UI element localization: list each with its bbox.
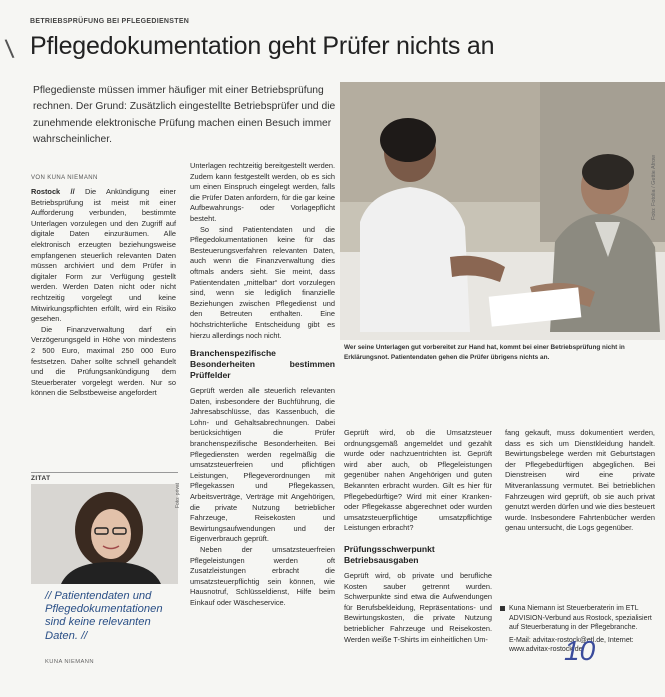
paragraph: Unterlagen rechtzeitig bereitgestellt werden. Zudem kann festgestellt werden, ob es sich um einen Einspruch eingelegt werden, falls die Prüfer Daten anfordern, für die gar keine Aufbewahrungs- oder Vorlagepflicht besteht. bbox=[190, 161, 335, 223]
author-contact: E-Mail: advitax-rostock@etl.de, Internet: www.advitax-rostock.de bbox=[509, 636, 634, 654]
paragraph: Die Finanzverwaltung darf ein Verzögerungsgeld in Höhe von mindestens 2 500 Euro, maximal 250 000 Euro festsetzen. Daher sollte schnell gehandelt und die Prüfungsankündigung dem Steuerberater vorgelegt werden. Nur so können die Selbstbeweise angefordert bbox=[31, 324, 176, 398]
bullet-square bbox=[500, 606, 505, 611]
paragraph: Geprüft werden alle steuerlich relevanten Daten, insbesondere der Buchführung, die Jahresabschlüsse, das Kassenbuch, die Lohn- und Gehaltsabrechnungen. Dabei berücksichtigen die Prüfer branchenspezifische Besonderheiten. Bei Pflegediensten werden regelmäßig die umsatzsteuerfreien und pflichtigen Leistungen, Pflegeverordnungen mit Pflegekassen und Pflegekassen, Arbeitsverträge, Verträge mit Angehörigen, die private Nutzung betrieblicher Fahrzeuge, Reisekosten und Bewirtungsaufwendungen und der Eigenverbrauch geprüft. bbox=[190, 386, 335, 544]
column-4 bbox=[505, 428, 655, 534]
author-portrait bbox=[31, 484, 178, 584]
paragraph: Geprüft wird, ob private und berufliche Kosten sauber getrennt wurden. Schwerpunkte sind etwa die Aufwendungen für Berufsbekleidung, Repräsentations- und Bewirtungskosten, die private Nutzung betrieblicher Fahrzeuge und Reisekosten. Werden weiße T-Shirts im einheitlichen Um- bbox=[344, 570, 492, 644]
column-3 bbox=[344, 428, 492, 645]
divider bbox=[31, 472, 178, 473]
author-bio: Kuna Niemann ist Steuerberaterin im ETL ADVISION-Verbund aus Rostock, spezialisiert auf Steuerberatung in der Pflegebranche. bbox=[509, 605, 652, 632]
zitat-label: ZITAT bbox=[31, 475, 51, 482]
paragraph: Die Ankündigung einer Betriebsprüfung ist meist mit einer Aufforderung verbunden, bestimmte Unterlagen vorzulegen und den Zugriff auf digitale Daten einzuräumen. Alle elektronisch erzeugten beziehungsweise empfangenen steuerlich relevanten Daten müssen archiviert und dem Prüfer in digitaler Form zur Verfügung gestellt werden. Werden Daten nicht oder nicht rechtzeitig vorgelegt und keine Mitwirkungspflichten erfüllt, wird ein Risiko gesehen. bbox=[31, 187, 177, 324]
subheading: Prüfungsschwerpunkt Betriebsausgaben bbox=[344, 543, 435, 565]
paragraph: Neben der umsatzsteuerfreien Pflegeleistungen werden oft Zusatzleistungen erbracht die umsatzsteuerpflichtig sein können, wie Hausnotruf, Schlüsseldienst, Hilfe beim Einkauf oder Wäscheservice. bbox=[190, 545, 335, 607]
page-number: 10 bbox=[564, 635, 596, 666]
portrait-credit: Foto: privat bbox=[175, 482, 181, 508]
column-2 bbox=[190, 161, 335, 609]
paragraph: So sind Patientendaten und die Pflegedokumentationen keine für das Besteuerungsverfahren relevanten Daten, auch wenn die Finanzverwaltung dies oftmals anders sieht. Sie meint, dass Patientendaten „mittelbar“ dort vorzulegen sind, wenn sie lediglich finanzielle Beziehungen zwischen Pflegedienst und den Betreuten enthalten. Eine höchstrichterliche Entscheidung gibt es hierzu allerdings noch nicht. bbox=[190, 224, 335, 340]
pull-quote: // Patientendaten und Pflegedokumentationen sind keine relevanten Daten. // bbox=[45, 590, 163, 642]
paragraph: fang gekauft, muss dokumentiert werden, dass es sich um Dienstkleidung handelt. Bewirtungsbelege werden mit Geburtstagen der Pflegebedürftigen abgeglichen. Bei Dienstreisen wird eine private Mitveranlassung vermutet. Bei betrieblichen Fahrzeugen wird geprüft, ob sie auch privat genutzt werden dürfen und wie dies besteuert wurde. Insbesondere Fahrtenbücher werden genau untersucht, die Logs gegenüber. bbox=[505, 428, 655, 533]
photo-caption: Wer seine Unterlagen gut vorbereitet zur Hand hat, kommt bei einer Betriebsprüfung nicht in Erklärungsnot. Patientendaten gehen die Prüfer übrigens nichts an. bbox=[344, 344, 625, 361]
paragraph: Geprüft wird, ob die Umsatzsteuer ordnungsgemäß angemeldet und gezahlt wurde oder nachzuentrichten ist. Geprüft wird aber auch, ob Pflegeleistungen gegenüber nahen Angehörigen und guten Bekannten erbracht wurden. Gilt es hier für Pflegebedürftige? Wird mit einer Kranken- oder Pflegekasse abgerechnet oder wurden umsatzsteuerpflichtige umsatzpflichtige Leistungen erbracht? bbox=[344, 428, 492, 533]
quote-author: KUNA NIEMANN bbox=[45, 659, 94, 665]
photo-credit: Foto: Fotolia / Gettie Afrow bbox=[651, 154, 657, 220]
article-photo bbox=[340, 82, 665, 340]
kicker: BETRIEBSPRÜFUNG BEI PFLEGEDIENSTEN bbox=[30, 18, 190, 25]
headline: Pflegedokumentation geht Prüfer nichts an bbox=[30, 32, 495, 60]
handwritten-mark: \ bbox=[3, 33, 16, 65]
lead-paragraph: Pflegedienste müssen immer häufiger mit einer Betriebsprüfung rechnen. Der Grund: Zusätzlich eingestellte Betriebsprüfer und die zunehmende elektronische Prüfung machen einen Besuch immer wahrscheinlicher. bbox=[33, 85, 336, 146]
subheading: Branchenspezifische Besonderheiten bestimmen Prüffelder bbox=[190, 348, 335, 381]
column-1 bbox=[31, 187, 176, 399]
byline: VON KUNA NIEMANN bbox=[31, 175, 98, 181]
dateline: Rostock // bbox=[31, 187, 75, 196]
